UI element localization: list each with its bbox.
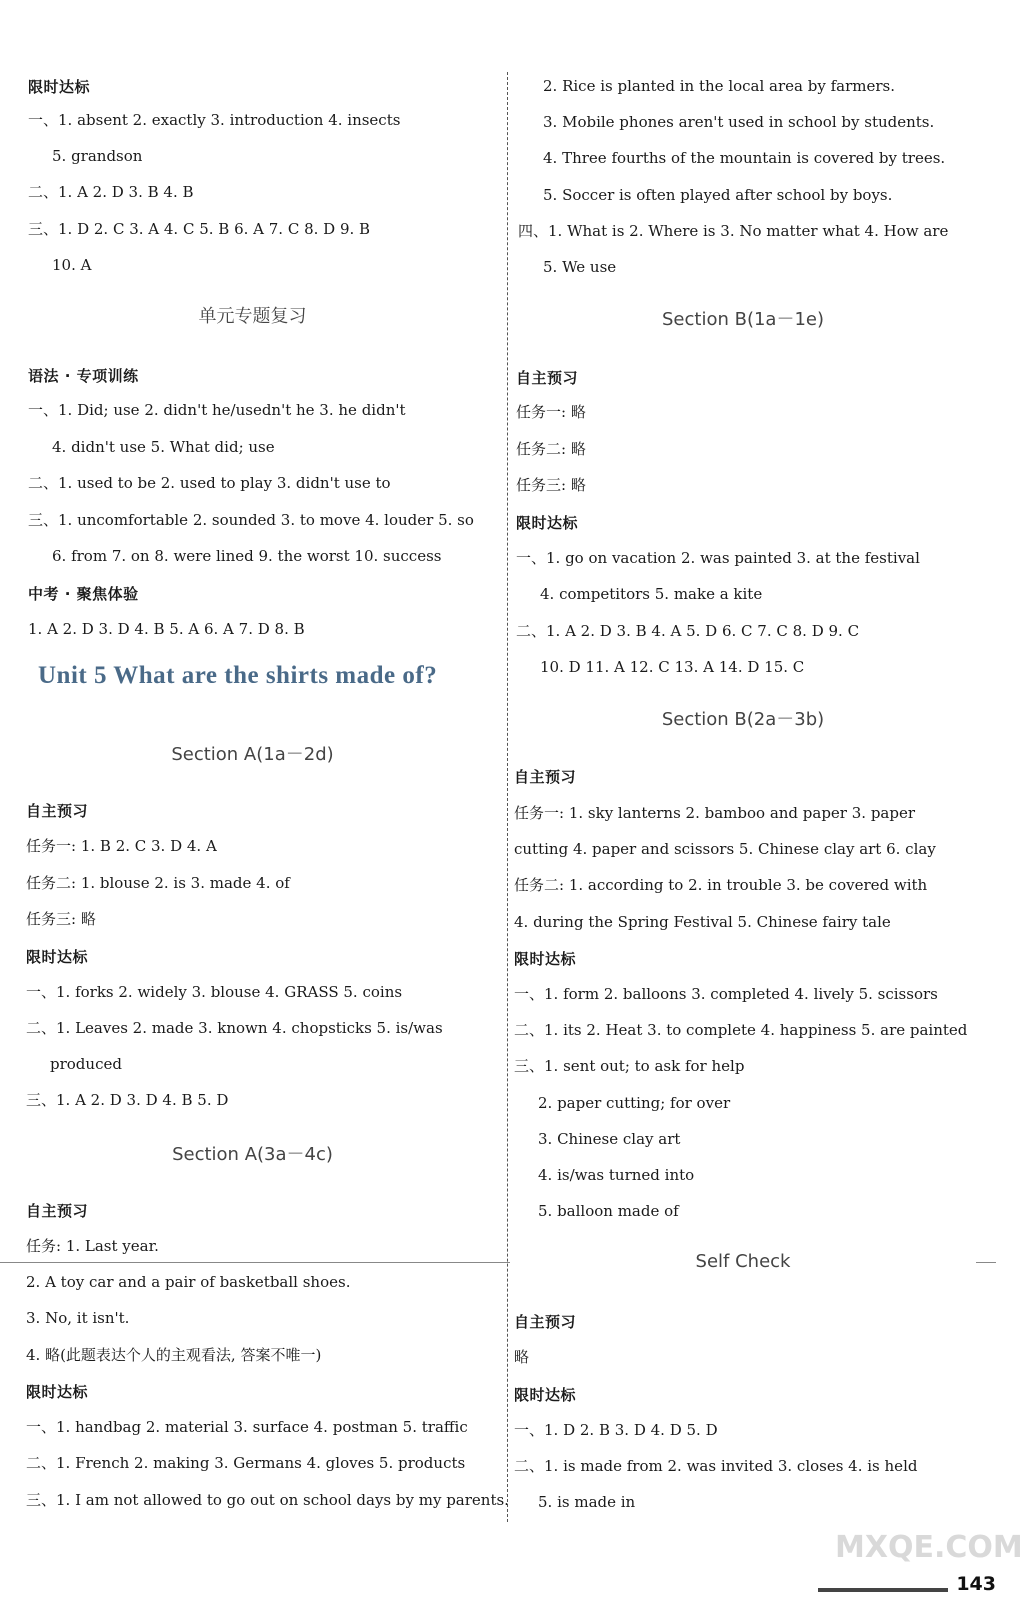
answer-line: 二、1. its 2. Heat 3. to complete 4. happiness 5. are painted — [514, 1021, 968, 1039]
answer-line: 4. didn't use 5. What did; use — [52, 438, 275, 456]
answer-line: 一、1. form 2. balloons 3. completed 4. lively 5. scissors — [514, 985, 938, 1003]
heading-timed-test: 限时达标 — [26, 948, 89, 966]
answer-line: 一、1. forks 2. widely 3. blouse 4. GRASS 5. coins — [26, 983, 403, 1001]
answer-line: 二、1. used to be 2. used to play 3. didn't use to — [28, 474, 391, 492]
answer-line: 5. is made in — [538, 1493, 636, 1511]
answer-line: 一、1. go on vacation 2. was painted 3. at the festival — [516, 549, 920, 567]
unit-title: Unit 5 What are the shirts made of? — [38, 662, 438, 689]
heading-timed-test: 限时达标 — [514, 950, 577, 968]
answer-line: 5. We use — [543, 258, 617, 276]
answer-line: 一、1. handbag 2. material 3. surface 4. postman 5. traffic — [26, 1418, 468, 1436]
answer-line: 4. Three fourths of the mountain is covered by trees. — [543, 149, 946, 167]
answer-line: 4. is/was turned into — [538, 1166, 695, 1184]
answer-line: 3. Chinese clay art — [538, 1130, 681, 1148]
answer-line: 任务三: 略 — [26, 910, 96, 928]
answer-line: 任务二: 1. blouse 2. is 3. made 4. of — [26, 874, 290, 892]
answer-line: 5. Soccer is often played after school by boys. — [543, 186, 893, 204]
answer-line: 5. balloon made of — [538, 1202, 679, 1220]
answer-line: 5. grandson — [52, 147, 143, 165]
answer-line: 10. D 11. A 12. C 13. A 14. D 15. C — [540, 658, 805, 676]
answer-line: 任务二: 1. according to 2. in trouble 3. be covered with — [514, 876, 928, 894]
answer-line: 四、1. What is 2. Where is 3. No matter what 4. How are — [518, 222, 949, 240]
heading-timed-test: 限时达标 — [514, 1386, 577, 1404]
answer-line: 任务: 1. Last year. — [26, 1237, 159, 1255]
section-title-a1: Section A(1a－2d) — [171, 744, 334, 765]
heading-grammar: 语法 · 专项训练 — [28, 367, 139, 385]
answer-line: 一、1. Did; use 2. didn't he/usedn't he 3. he didn't — [28, 401, 406, 419]
answer-line: 三、1. I am not allowed to go out on school days by my parents. — [26, 1491, 509, 1509]
answer-line: 10. A — [52, 256, 92, 274]
answer-line: 任务三: 略 — [516, 476, 586, 494]
answer-line: 三、1. D 2. C 3. A 4. C 5. B 6. A 7. C 8. D 9. B — [28, 220, 371, 238]
column-divider — [507, 72, 508, 1522]
answer-line: 2. paper cutting; for over — [538, 1094, 731, 1112]
heading-preview: 自主预习 — [26, 1202, 89, 1220]
heading-timed-test: 限时达标 — [26, 1383, 89, 1401]
watermark: MXQE.COM — [835, 1530, 1023, 1565]
answer-line: 二、1. is made from 2. was invited 3. closes 4. is held — [514, 1457, 918, 1475]
answer-line: 任务一: 1. sky lanterns 2. bamboo and paper 3. paper — [514, 804, 916, 822]
answer-line: 任务二: 略 — [516, 440, 586, 458]
answer-line: 二、1. Leaves 2. made 3. known 4. chopsticks 5. is/was — [26, 1019, 443, 1037]
section-title-unit-review: 单元专题复习 — [198, 306, 307, 327]
section-title-a2: Section A(3a－4c) — [172, 1144, 333, 1165]
section-title-b2: Section B(2a－3b) — [661, 709, 825, 730]
answer-line: 二、1. French 2. making 3. Germans 4. gloves 5. products — [26, 1454, 466, 1472]
answer-line: 任务一: 1. B 2. C 3. D 4. A — [26, 837, 217, 855]
section-title-b1: Section B(1a－1e) — [662, 309, 824, 330]
answer-line: 3. Mobile phones aren't used in school by students. — [543, 113, 935, 131]
answer-line: 一、1. D 2. B 3. D 4. D 5. D — [514, 1421, 718, 1439]
page-number-bar — [818, 1588, 948, 1592]
heading-timed-test: 限时达标 — [516, 514, 579, 532]
answer-line: 三、1. uncomfortable 2. sounded 3. to move 4. louder 5. so — [28, 511, 474, 529]
answer-line: 3. No, it isn't. — [26, 1309, 130, 1327]
answer-line: 4. 略(此题表达个人的主观看法, 答案不唯一) — [26, 1346, 322, 1364]
answer-line: produced — [50, 1055, 122, 1073]
heading-preview: 自主预习 — [26, 802, 89, 820]
page-number: 143 — [956, 1573, 996, 1595]
answer-line: 二、1. A 2. D 3. B 4. A 5. D 6. C 7. C 8. D 9. C — [516, 622, 860, 640]
answer-line: 任务一: 略 — [516, 403, 586, 421]
answer-line: 三、1. sent out; to ask for help — [514, 1057, 745, 1075]
answer-line: 略 — [514, 1348, 530, 1366]
answer-line: 4. during the Spring Festival 5. Chinese fairy tale — [514, 913, 891, 931]
heading-preview: 自主预习 — [514, 1313, 577, 1331]
heading-timed-test: 限时达标 — [28, 78, 91, 96]
answer-line: 6. from 7. on 8. were lined 9. the worst 10. success — [52, 547, 442, 565]
answer-line: 一、1. absent 2. exactly 3. introduction 4. insects — [28, 111, 401, 129]
answer-line: 1. A 2. D 3. D 4. B 5. A 6. A 7. D 8. B — [28, 620, 305, 638]
answer-line: cutting 4. paper and scissors 5. Chinese clay art 6. clay — [514, 840, 936, 858]
answer-line: 2. A toy car and a pair of basketball shoes. — [26, 1273, 351, 1291]
heading-preview: 自主预习 — [514, 768, 577, 786]
answer-line: 2. Rice is planted in the local area by farmers. — [543, 77, 896, 95]
answer-line: 二、1. A 2. D 3. B 4. B — [28, 183, 194, 201]
section-title-self-check: Self Check — [510, 1251, 976, 1272]
heading-preview: 自主预习 — [516, 369, 579, 387]
answer-line: 4. competitors 5. make a kite — [540, 585, 763, 603]
heading-exam-focus: 中考 · 聚焦体验 — [28, 585, 139, 603]
answer-line: 三、1. A 2. D 3. D 4. B 5. D — [26, 1091, 229, 1109]
